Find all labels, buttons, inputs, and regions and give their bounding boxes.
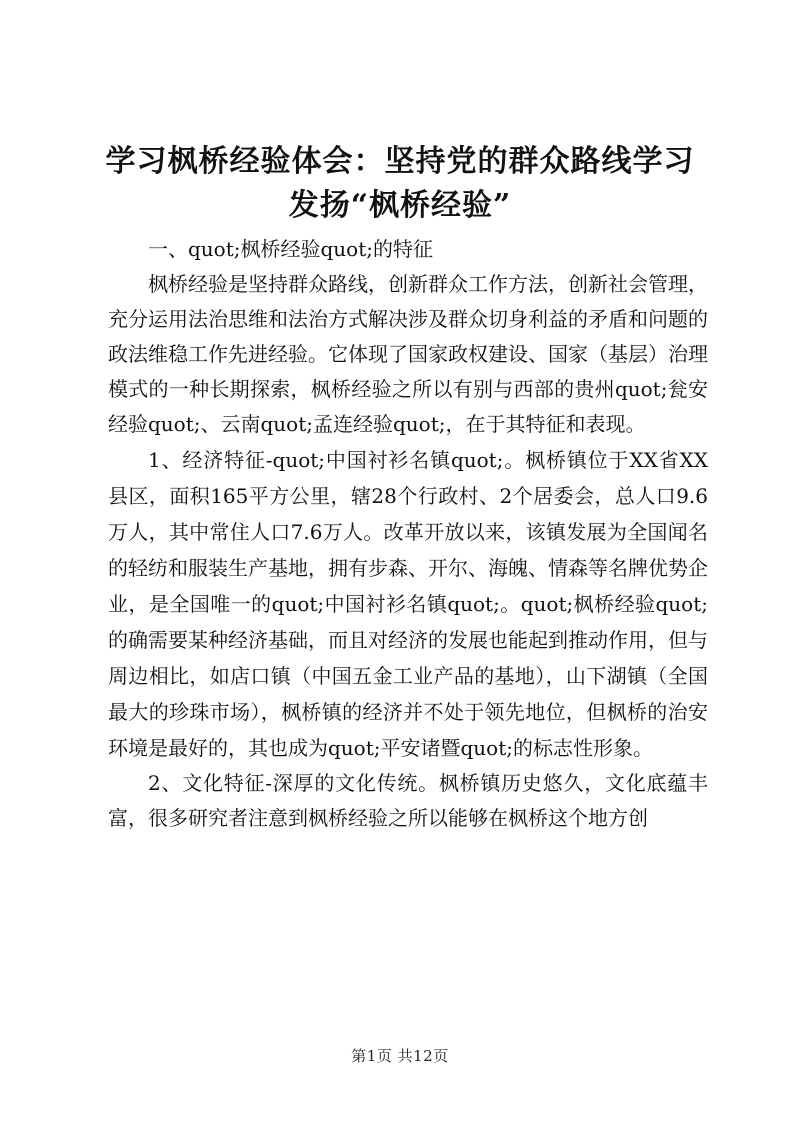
section-heading: 一、quot;枫桥经验quot;的特征 <box>148 237 433 261</box>
paragraph-intro: 枫桥经验是坚持群众路线，创新群众工作方法，创新社会管理，充分运用法治思维和法治方式解决涉及群众切身利益的矛盾和问题的政法维稳工作先进经验。它体现了国家政权建设、国家（基层）治理模式的一种长期探索，枫桥经验之所以有别与西部的贵州quot;瓮安经验quot;、云南quot;孟连经验quot;，在于其特征和表现。 <box>108 272 708 436</box>
document-body <box>108 232 708 836</box>
page-number: 第1页 共12页 <box>351 1047 449 1065</box>
paragraph-cultural-feature: 2、文化特征-深厚的文化传统。枫桥镇历史悠久，文化底蕴丰富，很多研究者注意到枫桥经验之所以能够在枫桥这个地方创 <box>108 771 708 830</box>
paragraph-economic-feature: 1、经济特征-quot;中国衬衫名镇quot;。枫桥镇位于XX省XX县区，面积165平方公里，辖28个行政村、2个居委会，总人口9.6万人，其中常住人口7.6万人。改革开放以来，该镇发展为全国闻名的轻纺和服装生产基地，拥有步森、开尔、海魄、情森等名牌优势企业，是全国唯一的quot;中国衬衫名镇quot;。quot;枫桥经验quot;的确需要某种经济基础，而且对经济的发展也能起到推动作用，但与周边相比，如店口镇（中国五金工业产品的基地），山下湖镇（全国最大的珍珠市场），枫桥镇的经济并不处于领先地位，但枫桥的治安环境是最好的，其也成为quot;平安诸暨quot;的标志性形象。 <box>108 448 708 760</box>
document-title: 学习枫桥经验体会：坚持党的群众路线学习发扬“枫桥经验” <box>105 144 695 223</box>
